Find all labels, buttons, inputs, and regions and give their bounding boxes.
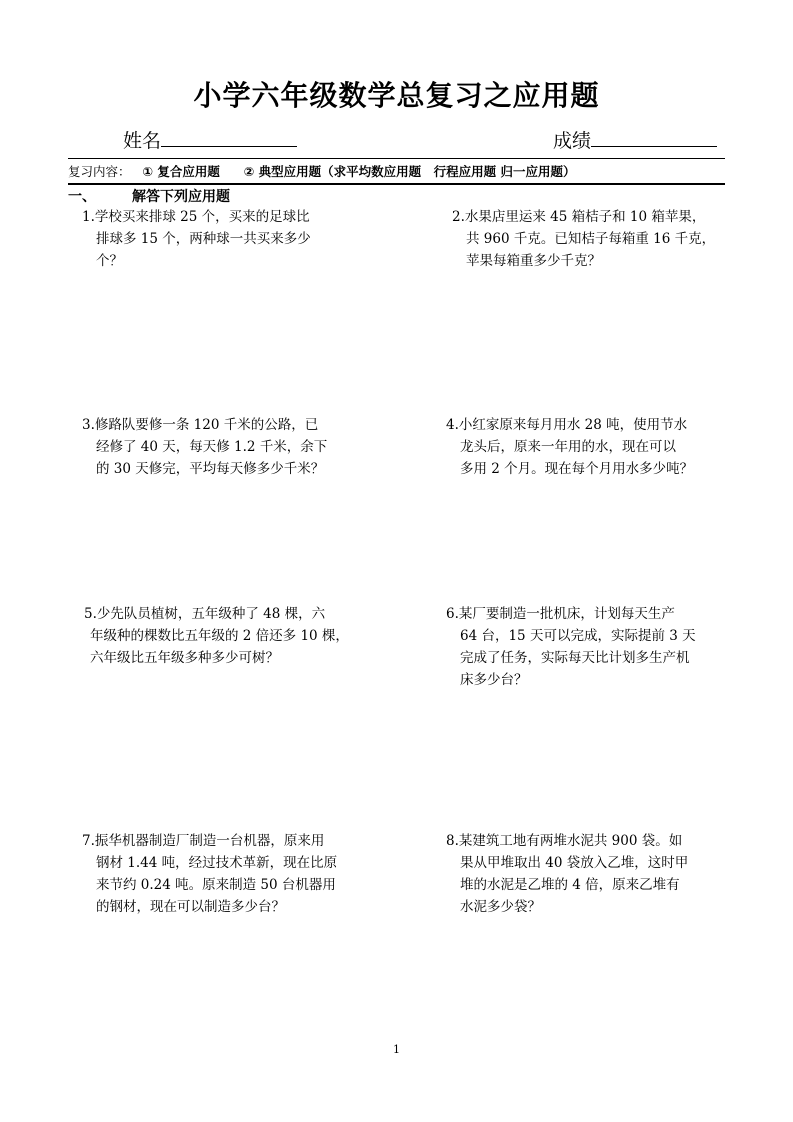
question-2: [452, 206, 714, 272]
question-line: 64 台，15 天可以完成，实际提前 3 天: [460, 628, 696, 644]
question-line: 床多少台？: [460, 672, 528, 688]
name-label: 姓名: [123, 130, 162, 152]
question-3: [82, 414, 344, 480]
question-line: 6.某厂要制造一批机床，计划每天生产: [446, 606, 675, 622]
question-line: 7.振华机器制造厂制造一台机器，原来用: [82, 833, 325, 849]
page-number: 1: [393, 1043, 400, 1056]
name-field: [123, 126, 297, 155]
header-rule-bottom: [68, 183, 725, 185]
question-line: 8.某建筑工地有两堆水泥共 900 袋。如: [446, 833, 683, 849]
question-5: [84, 603, 349, 669]
question-line: 共 960 千克。已知桔子每箱重 16 千克，: [466, 231, 716, 247]
name-blank[interactable]: [161, 126, 297, 147]
question-1: [82, 206, 344, 272]
question-line: 个？: [96, 253, 123, 269]
score-label: 成绩: [553, 130, 592, 152]
question-line: 多用 2 个月。现在每个月用水多少吨？: [460, 461, 694, 477]
question-line: 经修了 40 天，每天修 1.2 千米，余下: [96, 439, 328, 455]
question-line: 苹果每箱重多少千克？: [466, 253, 601, 269]
question-line: 年级种的棵数比五年级的 2 倍还多 10 棵，: [90, 628, 349, 644]
question-line: 钢材 1.44 吨，经过技术革新，现在比原: [96, 855, 338, 871]
page-title: 小学六年级数学总复习之应用题: [193, 79, 600, 112]
question-line: 堆的水泥是乙堆的 4 倍，原来乙堆有: [460, 877, 680, 893]
question-line: 4.小红家原来每月用水 28 吨，使用节水: [446, 417, 688, 433]
section-title: 解答下列应用题: [132, 189, 230, 205]
score-field: [553, 126, 717, 155]
score-blank[interactable]: [591, 126, 717, 147]
question-line: 果从甲堆取出 40 袋放入乙堆，这时甲: [460, 855, 689, 871]
question-line: 来节约 0.24 吨。原来制造 50 台机器用: [96, 877, 336, 893]
section-heading: [68, 186, 230, 208]
question-7: [82, 830, 344, 918]
question-line: 龙头后，原来一年用的水，现在可以: [460, 439, 676, 455]
question-4: [446, 414, 708, 480]
question-line: 1.学校买来排球 25 个，买来的足球比: [82, 209, 310, 225]
scope-item-1: ① 复合应用题: [142, 164, 220, 179]
question-line: 排球多 15 个，两种球一共买来多少: [96, 231, 311, 247]
question-line: 5.少先队员植树，五年级种了 48 棵，六: [84, 606, 326, 622]
question-6: [446, 603, 708, 691]
question-line: 六年级比五年级多种多少可树？: [90, 650, 279, 666]
scope-item-2: ② 典型应用题（求平均数应用题 行程应用题 归一应用题）: [243, 164, 576, 179]
question-8: [446, 830, 708, 918]
review-scope: [68, 162, 576, 182]
scope-label: 复习内容：: [68, 164, 131, 179]
question-line: 的钢材，现在可以制造多少台？: [96, 899, 285, 915]
header-rule-top: [68, 158, 725, 159]
section-number: 一、: [68, 189, 96, 205]
question-line: 完成了任务，实际每天比计划多生产机: [460, 650, 690, 666]
question-line: 3.修路队要修一条 120 千米的公路，已: [82, 417, 319, 433]
question-line: 水泥多少袋？: [460, 899, 541, 915]
question-line: 的 30 天修完，平均每天修多少千米？: [96, 461, 325, 477]
question-line: 2.水果店里运来 45 箱桔子和 10 箱苹果，: [452, 209, 706, 225]
